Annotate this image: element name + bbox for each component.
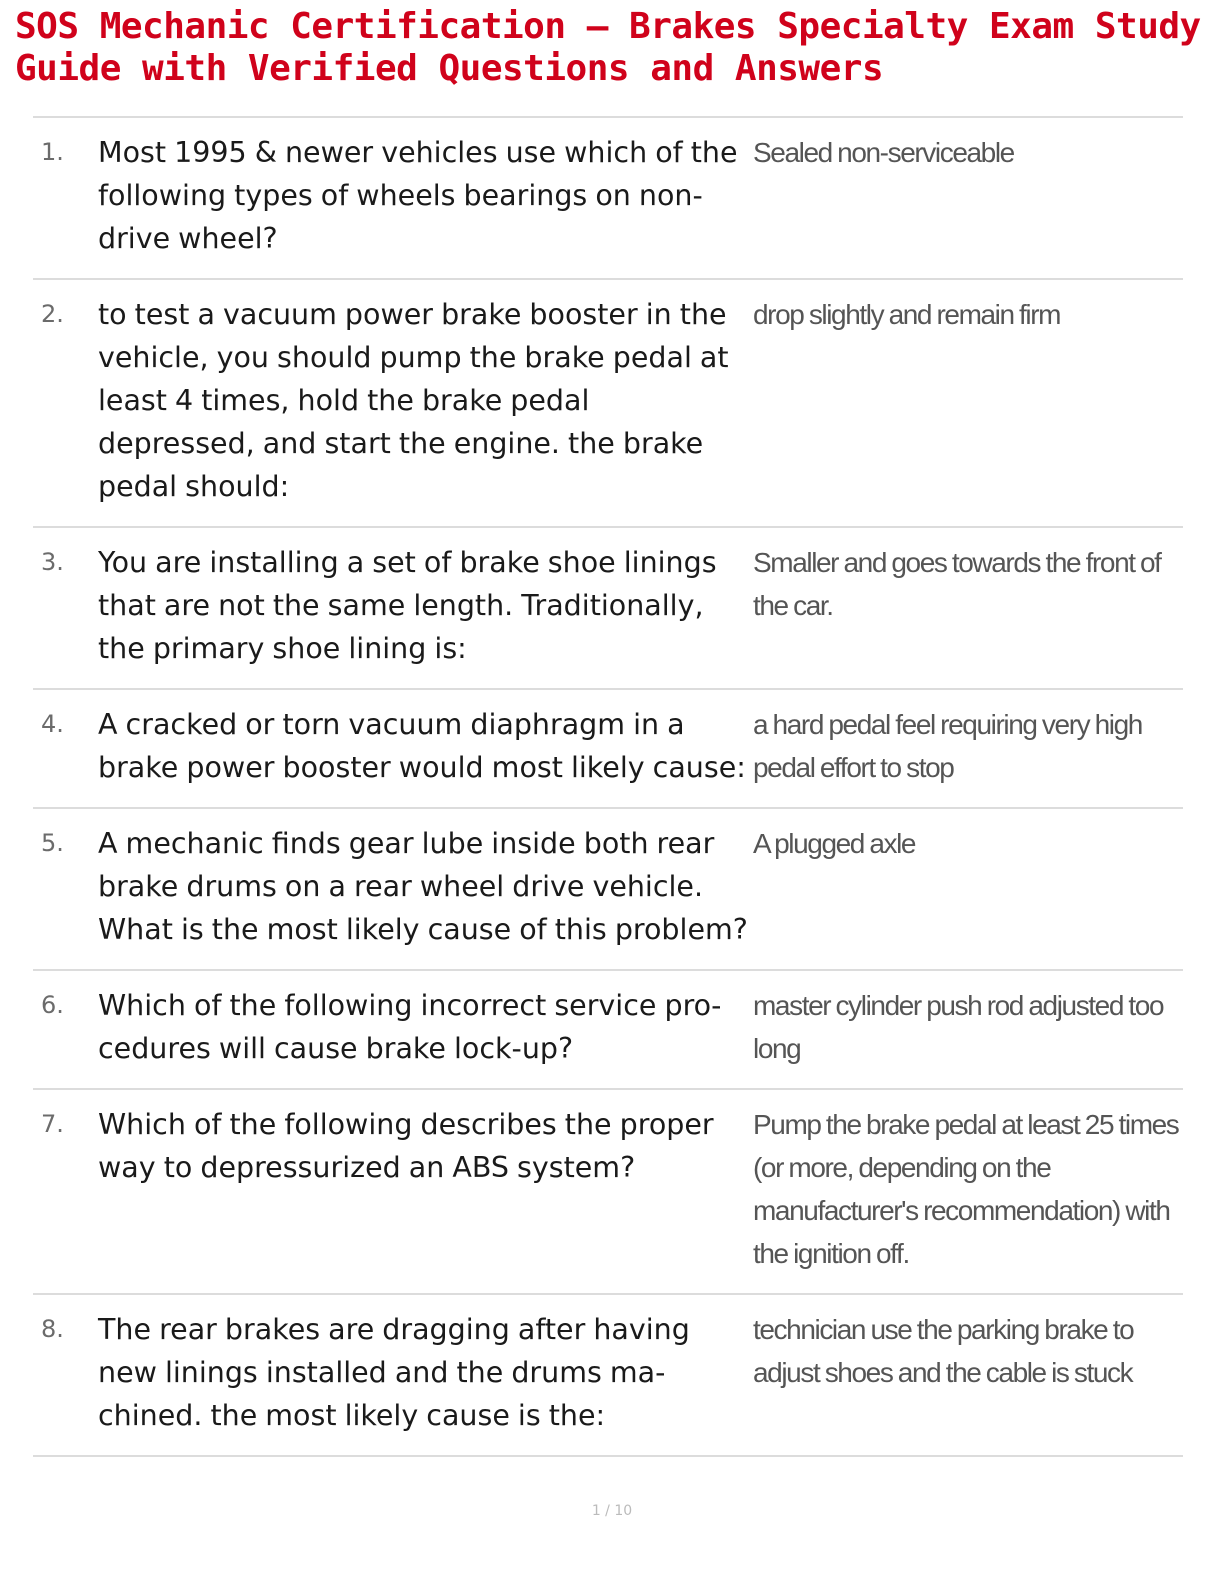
question-number: 3. <box>41 548 64 576</box>
question-text: You are installing a set of brake shoe linings that are not the same length. Traditionally, the primary shoe lining is: <box>98 546 717 665</box>
answer-text: a hard pedal feel requiring very high pedal effort to stop <box>753 709 1142 783</box>
question-text: A cracked or torn vacuum diaphragm in a brake power booster would most likely cause: <box>98 708 746 784</box>
answer-text: A plugged axle <box>753 828 916 859</box>
answer-text: Pump the brake pedal at least 25 times (or more, depending on the manufacturer's recommendation) with the ignition off. <box>753 1109 1179 1269</box>
qa-row <box>33 690 1183 809</box>
answer-text: Sealed non-serviceable <box>753 137 1014 168</box>
question-number: 2. <box>41 300 64 328</box>
question-text: A mechanic finds gear lube inside both rear brake drums on a rear wheel drive vehicle. What is the most likely cause of this problem? <box>98 827 748 946</box>
answer-text: drop slightly and remain firm <box>753 299 1061 330</box>
question-number: 7. <box>41 1110 64 1138</box>
qa-row <box>33 528 1183 690</box>
qa-row <box>33 971 1183 1090</box>
question-text: Which of the following describes the proper way to depressurized an ABS system? <box>98 1108 714 1184</box>
answer-text: master cylinder push rod adjusted too long <box>753 990 1164 1064</box>
question-text: Most 1995 & newer vehicles use which of the following types of wheels bearings on non-drive wheel? <box>98 136 738 255</box>
qa-row <box>33 280 1183 528</box>
question-number: 6. <box>41 991 64 1019</box>
question-number: 8. <box>41 1315 64 1343</box>
question-number: 1. <box>41 138 64 166</box>
qa-row <box>33 1295 1183 1457</box>
qa-row <box>33 118 1183 280</box>
qa-row <box>33 1090 1183 1295</box>
document-title: SOS Mechanic Certification – Brakes Specialty Exam Study Guide with Verified Questions and Answers <box>15 6 1201 89</box>
question-text: The rear brakes are dragging after having new linings installed and the drums machined. the most likely cause is the: <box>98 1313 690 1432</box>
qa-list <box>33 116 1183 1457</box>
question-text: Which of the following incorrect service procedures will cause brake lock-up? <box>98 989 722 1065</box>
answer-text: Smaller and goes towards the front of the car. <box>753 547 1161 621</box>
question-number: 4. <box>41 710 64 738</box>
answer-text: technician use the parking brake to adjust shoes and the cable is stuck <box>753 1314 1134 1388</box>
question-text: to test a vacuum power brake booster in the vehicle, you should pump the brake pedal at least 4 times, hold the brake pedal depressed, and start the engine. the brake pedal should: <box>98 298 729 503</box>
qa-row <box>33 809 1183 971</box>
question-number: 5. <box>41 829 64 857</box>
page-number: 1 / 10 <box>591 1503 633 1519</box>
